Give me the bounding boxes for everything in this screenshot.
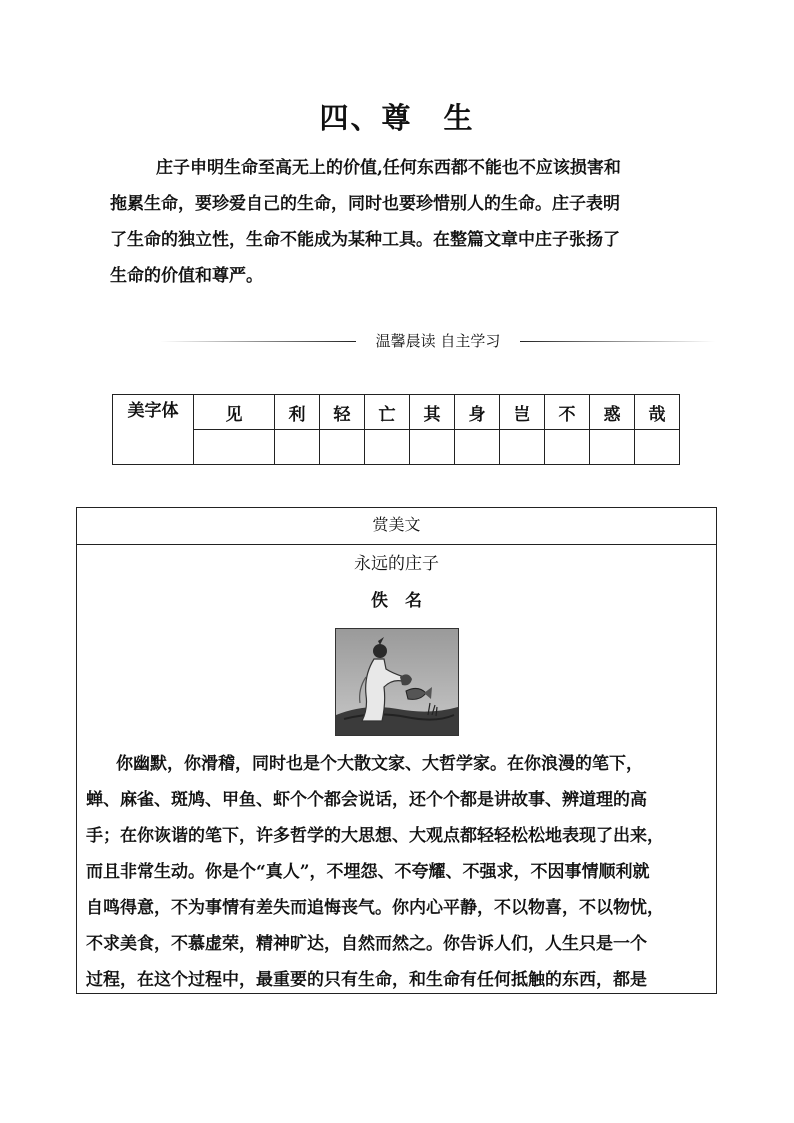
section-divider (160, 330, 715, 352)
article-line: 自鸣得意，不为事情有差失而追悔丧气。你内心平静，不以物喜，不以物忧， (86, 898, 664, 918)
divider-rule-left (160, 341, 356, 342)
word-cell: 见 (194, 395, 275, 430)
write-cell[interactable] (410, 430, 455, 465)
zhuangzi-illustration-icon (335, 628, 459, 736)
word-cell: 身 (455, 395, 500, 430)
divider-rule-right (520, 341, 715, 342)
word-cell: 岂 (500, 395, 545, 430)
word-cell: 利 (275, 395, 320, 430)
write-cell[interactable] (545, 430, 590, 465)
word-cell: 轻 (320, 395, 365, 430)
write-cell[interactable] (275, 430, 320, 465)
word-cell: 不 (545, 395, 590, 430)
intro-line: 生命的价值和尊严。 (110, 266, 263, 286)
article-line: 你幽默，你滑稽，同时也是个大散文家、大哲学家。在你浪漫的笔下， (116, 754, 643, 774)
intro-line: 了生命的独立性，生命不能成为某种工具。在整篇文章中庄子张扬了 (110, 230, 620, 250)
word-cell: 哉 (635, 395, 680, 430)
article-line: 过程，在这个过程中，最重要的只有生命，和生命有任何抵触的东西，都是 (86, 970, 647, 990)
write-cell[interactable] (455, 430, 500, 465)
word-table-row (113, 430, 680, 465)
word-practice-table (112, 394, 680, 465)
intro-line: 拖累生命，要珍爱自己的生命，同时也要珍惜别人的生命。庄子表明 (110, 194, 620, 214)
article-line: 而且非常生动。你是个“真人”，不埋怨、不夸耀、不强求，不因事情顺利就 (86, 862, 650, 882)
write-cell[interactable] (590, 430, 635, 465)
article-line: 手；在你诙谐的笔下，许多哲学的大思想、大观点都轻轻松松地表现了出来， (86, 826, 664, 846)
divider-label: 温馨晨读 自主学习 (375, 332, 501, 350)
article-line: 蝉、麻雀、斑鸠、甲鱼、虾个个都会说话，还个个都是讲故事、辨道理的高 (86, 790, 647, 810)
page-title: 四、尊 生 (319, 101, 475, 135)
article-title: 永远的庄子 (354, 554, 439, 574)
write-cell[interactable] (365, 430, 410, 465)
word-table-row (113, 395, 680, 430)
intro-line: 庄子申明生命至高无上的价值,任何东西都不能也不应该损害和 (156, 158, 621, 178)
word-table-header: 美字体 (113, 395, 194, 465)
article-section-label: 赏美文 (77, 508, 716, 545)
write-cell[interactable] (320, 430, 365, 465)
word-cell: 惑 (590, 395, 635, 430)
article-box (76, 507, 717, 994)
word-cell: 其 (410, 395, 455, 430)
article-line: 不求美食，不慕虚荣，精神旷达，自然而然之。你告诉人们，人生只是一个 (86, 934, 647, 954)
write-cell[interactable] (635, 430, 680, 465)
article-paragraph (77, 746, 716, 994)
article-author: 佚 名 (371, 591, 422, 611)
intro-paragraph (110, 150, 710, 294)
write-cell[interactable] (194, 430, 275, 465)
word-cell: 亡 (365, 395, 410, 430)
write-cell[interactable] (500, 430, 545, 465)
